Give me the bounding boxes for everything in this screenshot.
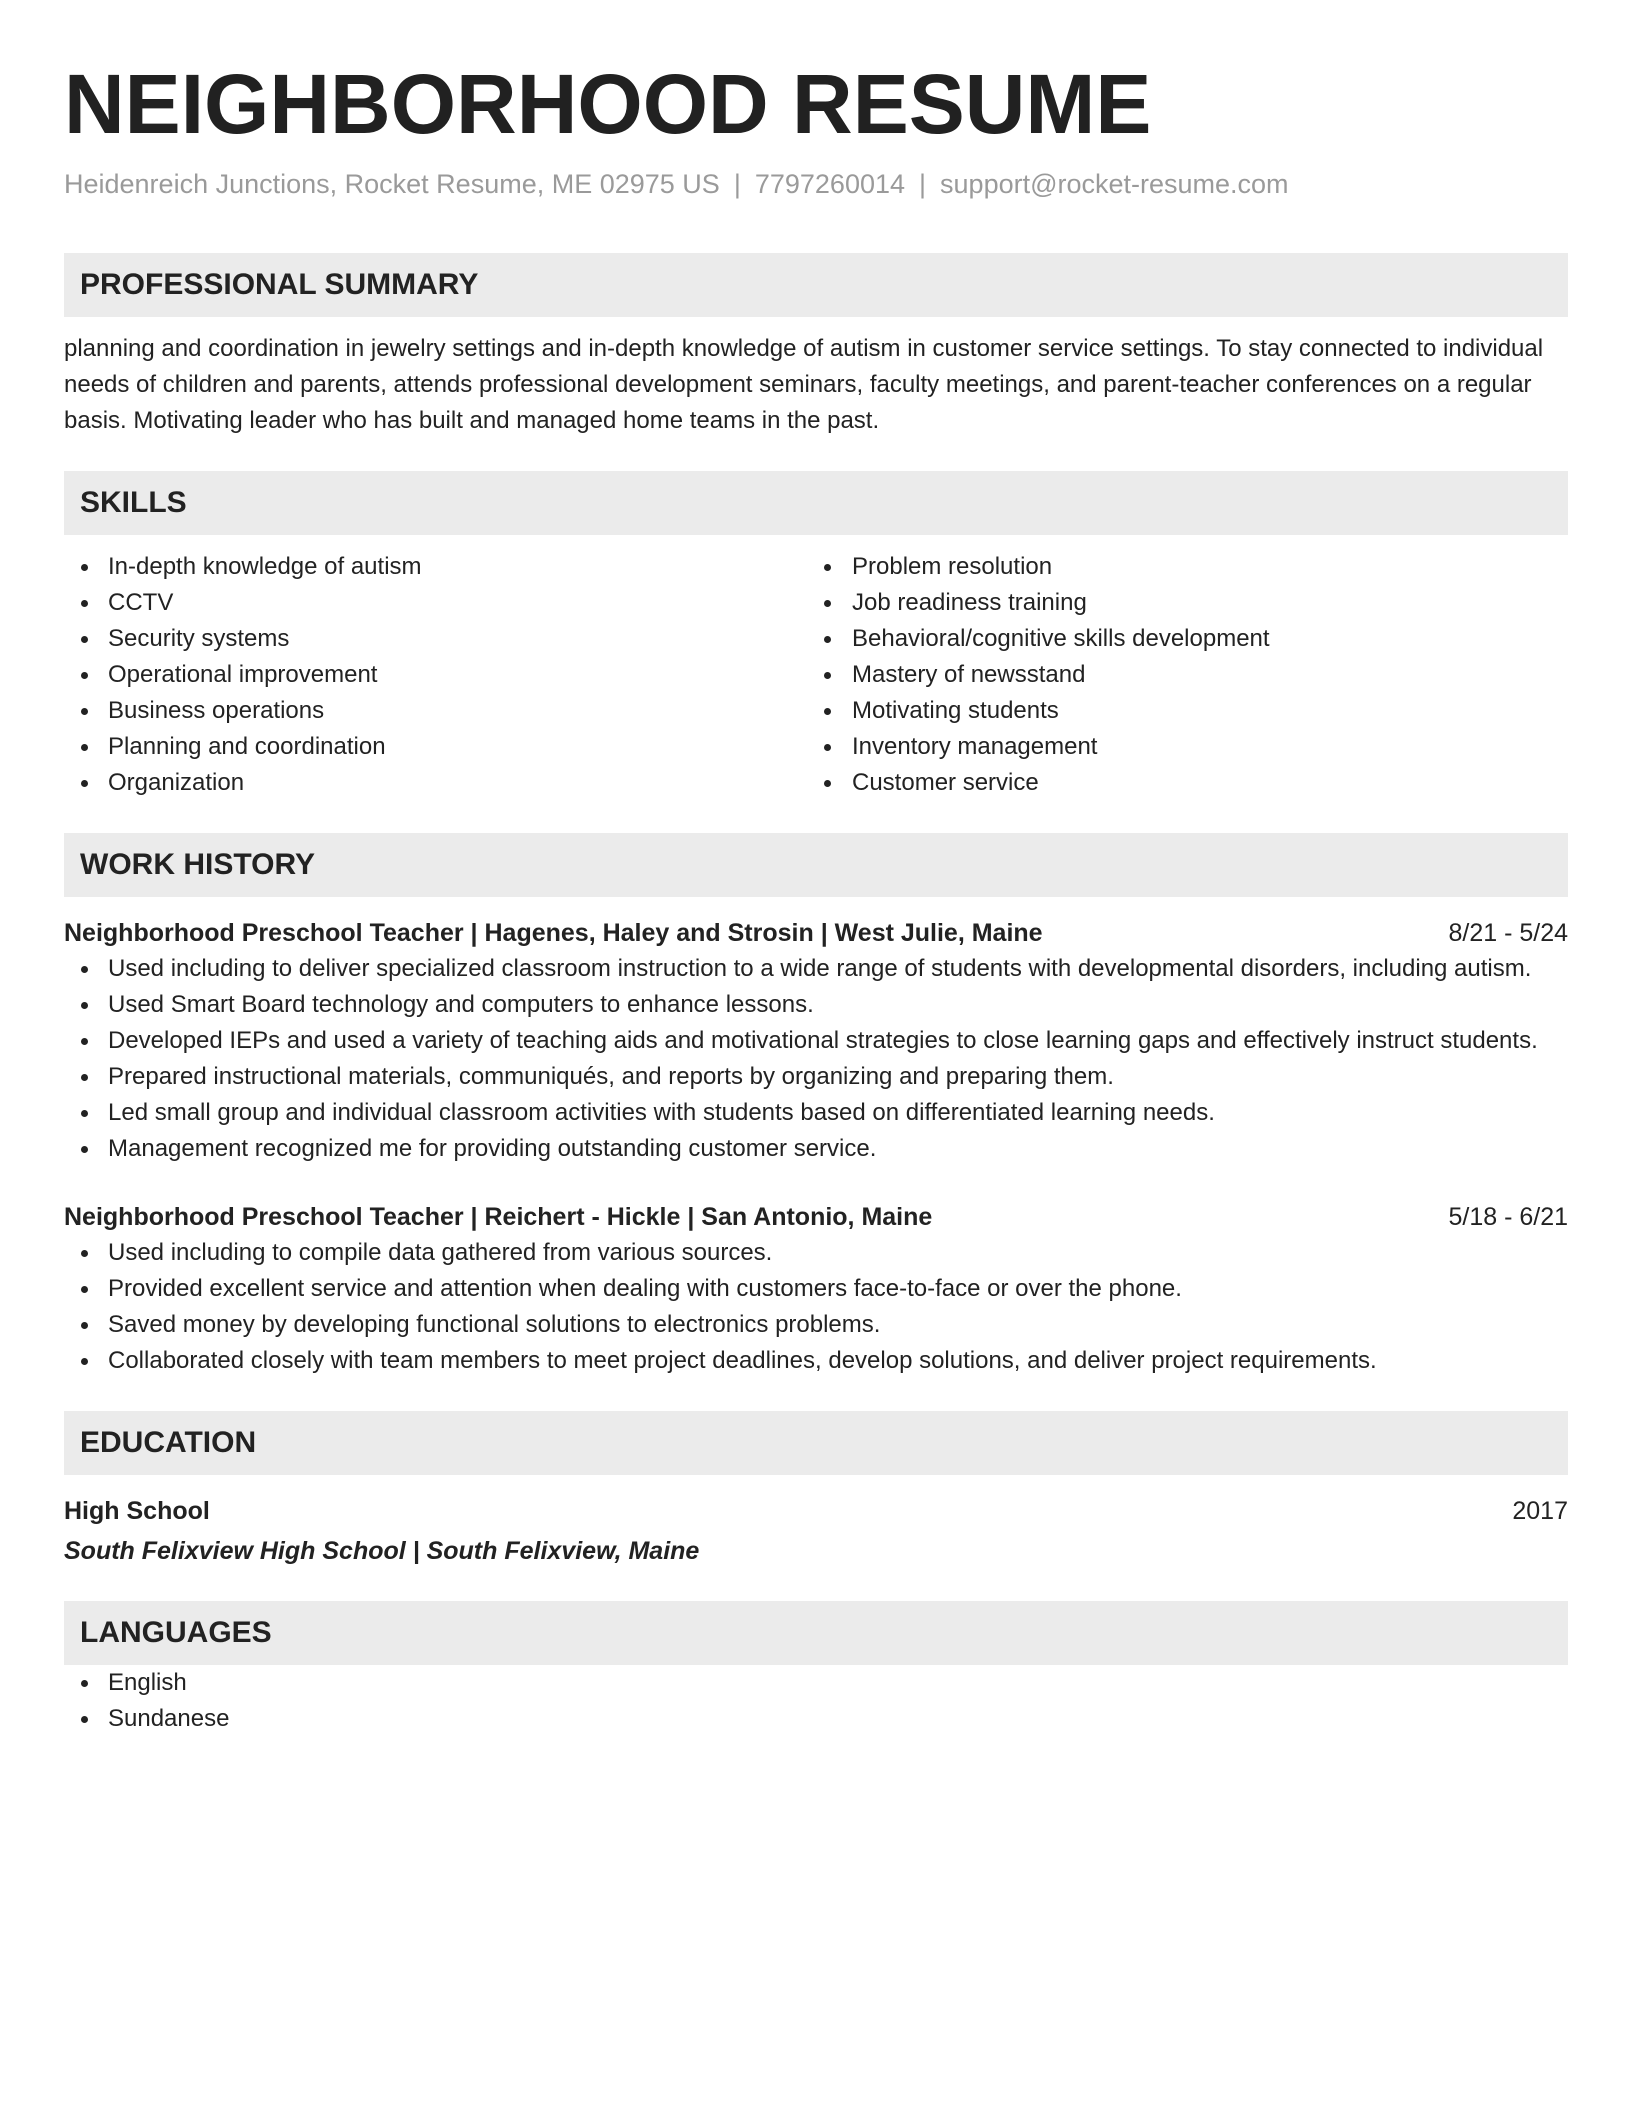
resume-name: NEIGHBORHOOD RESUME [64,57,1152,151]
skill-item: Behavioral/cognitive skills development [816,621,1568,657]
section-header-education: EDUCATION [64,1411,1568,1475]
skills-column-left [64,549,816,801]
job-title: Neighborhood Preschool Teacher | Reichert - Hickle | San Antonio, Maine [64,1203,933,1231]
contact-phone: 7797260014 [754,169,906,199]
contact-line [64,164,1568,204]
contact-email: support@rocket-resume.com [940,169,1289,199]
language-item: English [64,1665,1568,1701]
job-bullet: Led small group and individual classroom activities with students based on differentiated learning needs. [64,1095,1568,1131]
language-item: Sundanese [64,1701,1568,1737]
contact-separator: | [733,169,741,199]
section-header-skills: SKILLS [64,471,1568,535]
skills-list-left [64,549,816,801]
skill-item: Operational improvement [64,657,816,693]
job-dates: 5/18 - 6/21 [1448,1203,1568,1231]
languages-list [64,1665,1568,1737]
job-bullet: Used including to compile data gathered from various sources. [64,1235,1568,1271]
skills-column-right [816,549,1568,801]
skill-item: Organization [64,765,816,801]
education-row [64,1493,1568,1529]
skill-item: Security systems [64,621,816,657]
job-bullet: Used Smart Board technology and computers to enhance lessons. [64,987,1568,1023]
skill-item: Business operations [64,693,816,729]
skill-item: In-depth knowledge of autism [64,549,816,585]
job-heading-row [64,915,1568,951]
education-year: 2017 [1512,1497,1568,1525]
job-heading-row [64,1199,1568,1235]
skill-item: Job readiness training [816,585,1568,621]
section-header-summary: PROFESSIONAL SUMMARY [64,253,1568,317]
job-bullet-list [64,951,1568,1167]
job-dates: 8/21 - 5/24 [1448,919,1568,947]
skill-item: Motivating students [816,693,1568,729]
skill-item: Inventory management [816,729,1568,765]
section-header-work-history: WORK HISTORY [64,833,1568,897]
skills-list-right [816,549,1568,801]
skill-item: Planning and coordination [64,729,816,765]
education-degree: High School [64,1497,210,1525]
skill-item: CCTV [64,585,816,621]
job-bullet: Developed IEPs and used a variety of teaching aids and motivational strategies to close learning gaps and effectively instruct students. [64,1023,1568,1059]
job-bullet: Provided excellent service and attention when dealing with customers face-to-face or over the phone. [64,1271,1568,1307]
job-bullet: Used including to deliver specialized classroom instruction to a wide range of students with developmental disorders, including autism. [64,951,1568,987]
skill-item: Problem resolution [816,549,1568,585]
section-header-languages: LANGUAGES [64,1601,1568,1665]
job-bullet: Management recognized me for providing outstanding customer service. [64,1131,1568,1167]
education-school: South Felixview High School | South Felixview, Maine [64,1537,700,1565]
job-bullet: Saved money by developing functional solutions to electronics problems. [64,1307,1568,1343]
skills-grid [64,549,1568,801]
job-bullet-list [64,1235,1568,1379]
job-bullet: Collaborated closely with team members to meet project deadlines, develop solutions, and deliver project requirements. [64,1343,1568,1379]
job-bullet: Prepared instructional materials, communiqués, and reports by organizing and preparing them. [64,1059,1568,1095]
summary-text: planning and coordination in jewelry settings and in-depth knowledge of autism in customer service settings. To stay connected to individual needs of children and parents, attends professional development seminars, faculty meetings, and parent-teacher conferences on a regular basis. Motivating leader who has built and managed home teams in the past. [64,335,1544,434]
job-title: Neighborhood Preschool Teacher | Hagenes, Haley and Strosin | West Julie, Maine [64,919,1043,947]
contact-address: Heidenreich Junctions, Rocket Resume, ME 02975 US [64,169,720,199]
skill-item: Customer service [816,765,1568,801]
contact-separator: | [919,169,927,199]
skill-item: Mastery of newsstand [816,657,1568,693]
